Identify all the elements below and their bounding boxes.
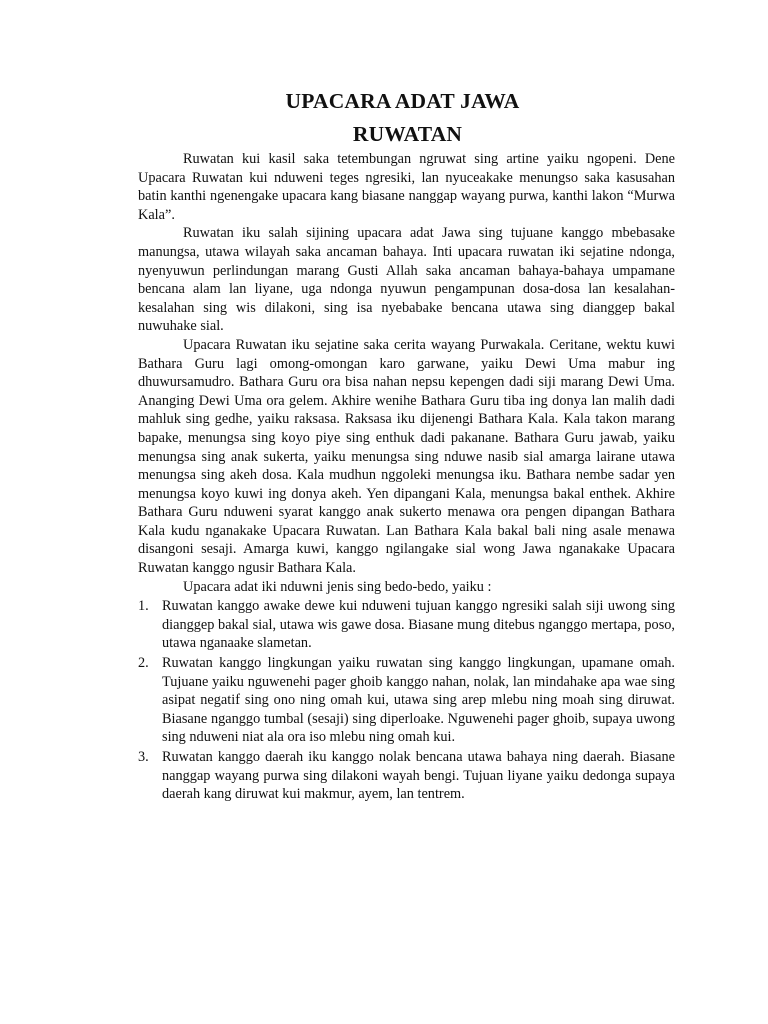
list-item <box>138 748 675 804</box>
document-page <box>138 88 675 804</box>
paragraph-3: Upacara Ruwatan iku sejatine saka cerita wayang Purwakala. Ceritane, wektu kuwi Bathara Guru lagi omong-omongan karo garwane, yaiku Dewi Uma mabur ing dhuwursamudro. Bathara Guru ora bisa nahan nepsu kepengen dadi siji marang Dewi Uma. Ananging Dewi Uma ora gelem. Akhire wenihe Bathara Guru tiba ing donya lan malih dadi mahluk sing gedhe, yaiku raksasa. Raksasa iku dijenengi Bathara Kala. Kala takon marang bapake, menungsa sing koyo piye sing enthuk dadi pakanane. Bathara Guru jawab, yaiku menungsa sing anak sukerta, yaiku menungsa sing nduwe nasib sial amarga lairane utawa menungsa sing akeh dosa. Kala mudhun nggoleki menungsa iku. Bathara nembe sadar yen menungsa koyo kuwi ing donya akeh. Yen dipangani Kala, menungsa bakal enthek. Akhire Bathara Guru nduweni syarat kanggo anak sukerto menawa ora pengen dipangan Bathara Kala kudu nganakake Upacara Ruwatan. Lan Bathara Kala bakal bali ning asale menawa disangoni sesaji. Amarga kuwi, kanggo ngilangake sial wong Jawa nganakake Upacara Ruwatan kanggo ngusir Bathara Kala. <box>138 336 675 577</box>
list-item <box>138 597 675 653</box>
list-item-number: 3. <box>138 749 149 765</box>
paragraph-1: Ruwatan kui kasil saka tetembungan ngruwat sing artine yaiku ngopeni. Dene Upacara Ruwatan kui nduweni teges ngresiki, lan nyuceakake menungso saka kasusahan batin kanthi ngenengake upacara kang biasane nanggap wayang purwa, kanthi lakon “Murwa Kala”. <box>138 151 675 223</box>
list-item-text: Ruwatan kanggo lingkungan yaiku ruwatan sing kanggo lingkungan, upamane omah. Tujuane yaiku nguwenehi pager ghoib kanggo nahan, nolak, lan mindahake apa wae sing asipat negatif sing ono ning omah kui, utawa sing arep mlebu ning moah sing diruwat. Biasane nganggo tumbal (sesaji) sing diperloake. Nguwenehi pager ghoib, supaya uwong sing nduweni niat ala ora iso mlebu ning omah kui. <box>162 655 675 746</box>
list-item <box>138 654 675 747</box>
ruwatan-types-list <box>138 597 675 804</box>
document-subtitle: RUWATAN <box>352 122 463 146</box>
list-item-number: 2. <box>138 655 149 672</box>
paragraph-4: Upacara adat iki nduwni jenis sing bedo-bedo, yaiku : <box>183 578 492 595</box>
document-title: UPACARA ADAT JAWA <box>285 89 520 113</box>
document-body <box>138 150 675 804</box>
list-item-text: Ruwatan kanggo daerah iku kanggo nolak bencana utawa bahaya ning daerah. Biasane nanggap wayang purwa sing dilakoni wayah bengi. Tujuan liyane yaiku dedonga supaya daerah kang diruwat kui makmur, ayem, lan tentrem. <box>162 749 675 803</box>
list-item-text: Ruwatan kanggo awake dewe kui nduweni tujuan kanggo ngresiki salah siji uwong sing dianggep bakal sial, utawa wis gawe dosa. Biasane mung ditebus nganggo mertapa, poso, utawa nganaake slametan. <box>162 598 675 652</box>
list-item-number: 1. <box>138 598 149 615</box>
paragraph-2: Ruwatan iku salah sijining upacara adat Jawa sing tujuane kanggo mbebasake manungsa, utawa wilayah saka ancaman bahaya. Inti upacara ruwatan iki sejatine ndonga, nyenyuwun perlindungan marang Gusti Allah saka ancaman bahaya-bahaya umpamane bencana alam lan liyane, uga ndonga nyuwun pengampunan dosa-dosa lan kesalahan-kesalahan sing wis dilakoni, sing isa nyebabake bencana utawa sing dianggep bakal nuwuhake sial. <box>138 225 675 335</box>
